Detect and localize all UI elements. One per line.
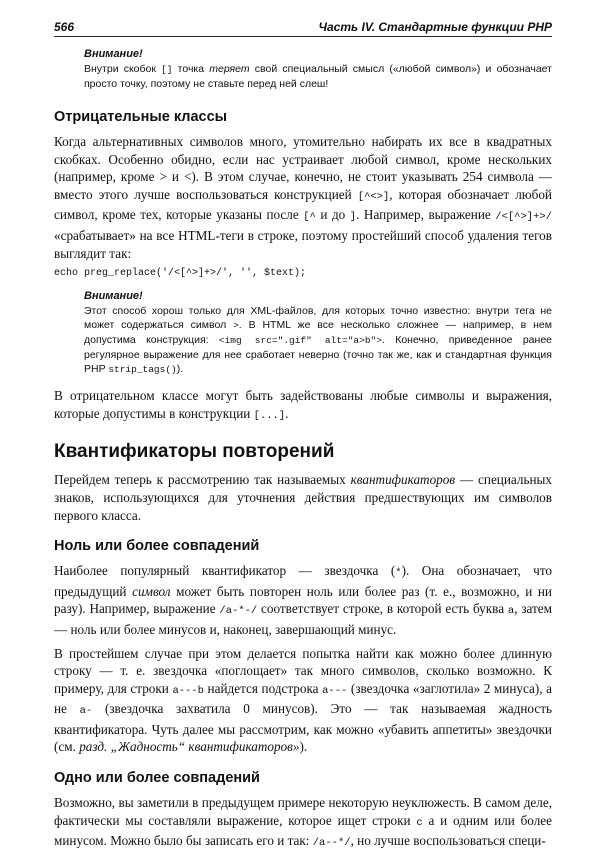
heading-one-or-more: Одно или более совпадений <box>54 770 260 787</box>
paragraph-zero-or-more-2: В простейшем случае при этом делается попытка найти как можно более длинную строку — т. е. звездочка «поглощает» так много символов, сколько возможно. К примеру, для строки a---b найдется подстрока a--- (звездочка «заглотила» 2 минуса), а не a- (звездочка захватила 0 минусов). Это — так называемая жадность квантификатора. Чуть далее мы рассмотрим, как можно «убавить аппетиты» звездочки (см. разд. „Жадность“ квантификаторов»). <box>54 645 552 755</box>
heading-negative-classes: Отрицательные классы <box>54 109 228 125</box>
paragraph-negative-classes: Когда альтернативных символов много, утомительно набирать их все в квадратных скобках. Особенно обидно, если нас устраивает любой символ, кроме нескольких (например, кроме > и <). В этом случае, конечно, не стоит указывать 254 символа — вместо этого лучше воспользоваться конструкцией [^<>], которая обозначает любой символ, кроме тех, которые указаны после [^ и до ]. Например, выражение /<[^>]+>/ «срабатывает» на все HTML-теги в строке, поэтому простейший способ удаления тегов выглядит так: <box>54 134 552 261</box>
note-title: Внимание! <box>84 290 143 303</box>
paragraph-one-or-more: Возможно, вы заметили в предыдущем примере некоторую неуклюжесть. В самом деле, фактически мы составляли выражение, которое ищет строки с а и одним или более минусом. Можно было бы записать его и так: /a--*/, но лучше воспользоваться специ- <box>54 795 553 850</box>
heading-quantifiers: Квантификаторы повторений <box>54 441 335 463</box>
running-header <box>54 20 552 37</box>
heading-zero-or-more: Ноль или более совпадений <box>54 538 260 555</box>
paragraph-negative-classes-end: В отрицательном классе могут быть задействованы любые символы и выражения, которые допустимы в конструкции [...]. <box>54 388 552 422</box>
chapter-title: Часть IV. Стандартные функции PHP <box>318 20 552 34</box>
paragraph-quantifiers: Перейдем теперь к рассмотрению так называемых квантификаторов — специальных знаков, использующихся для уточнения действия предшествующих им символов первого класса. <box>54 472 552 523</box>
note-title: Внимание! <box>84 48 143 60</box>
warning-note-2 <box>84 289 552 377</box>
warning-note-1 <box>84 47 552 91</box>
code-example: echo preg_replace('/<[^>]+>/', '', $text); <box>54 268 307 280</box>
page-number: 566 <box>54 20 75 34</box>
note-text: Этот способ хорош только для XML-файлов, для которых точно известно: внутри тега не может содержаться символ >. В HTML же все несколько сложнее — например, в нем допустима конструкция: <img src=".gif" alt="a>b">. Конечно, приведенное ранее регулярное выражение для нее сработает неверно (точно так же, как и стандартная функция PHP strip_tags()). <box>84 305 552 376</box>
note-text: Внутри скобок [] точка теряет свой специальный смысл («любой символ») и обозначает просто точку, поэтому не ставьте перед ней слеш! <box>84 63 552 90</box>
paragraph-zero-or-more-1: Наиболее популярный квантификатор — звездочка (*). Она обозначает, что предыдущий символ может быть повторен ноль или более раз (т. е., возможно, и ни разу). Например, выражение /a-*-/ соответствует строке, в которой есть буква a, затем — ноль или более минусов и, наконец, завершающий минус. <box>54 563 553 637</box>
book-page <box>54 20 552 853</box>
